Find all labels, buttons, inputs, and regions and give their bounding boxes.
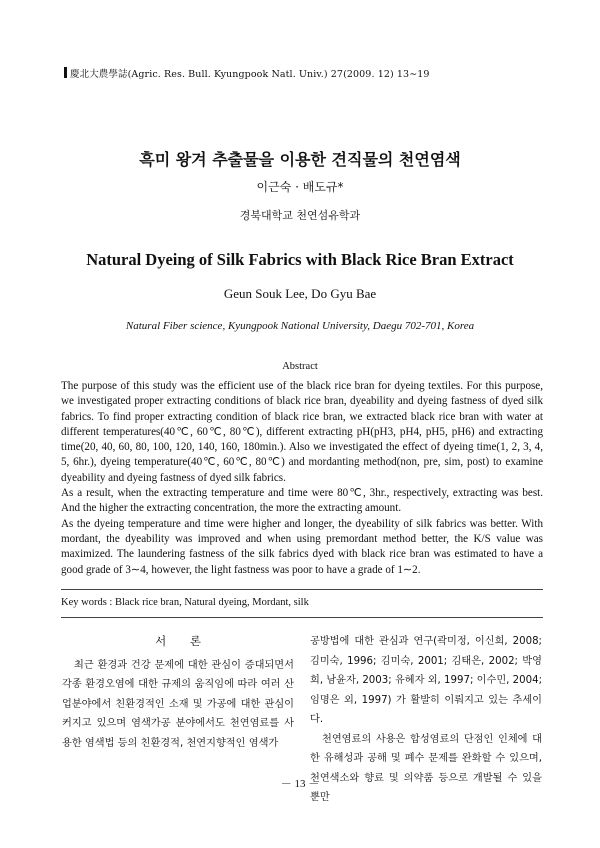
english-authors: Geun Souk Lee, Do Gyu Bae (223, 286, 377, 301)
abstract-heading: Abstract (282, 361, 318, 372)
header-bar (64, 67, 67, 78)
body-column-left (62, 632, 294, 753)
body-paragraph: 공방법에 대한 관심과 연구(곽미정, 이신희, 2008; 김미숙, 1996; 김미숙, 2001; 김태은, 2002; 박영희, 남윤자, 2003; 유혜자 외, 1997; 이수민, 2004; 임명은 외, 1997) 가 활발히 이뤄지고 있는 추세이다. (310, 636, 542, 725)
journal-header (64, 66, 430, 80)
keywords: Key words : Black rice bran, Natural dyeing, Mordant, silk (61, 597, 309, 608)
divider-top (61, 589, 543, 590)
korean-title: 흑미 왕겨 추출물을 이용한 견직물의 천연염색 (139, 150, 461, 169)
abstract-paragraph: The purpose of this study was the efficient use of the black rice bran for dyeing textiles. For this purpose, we investigated proper extracting conditions of black rice bran, dyeability and dyeing fastness of dyed silk fabrics. To find proper extracting condition of black rice bran, we extracted black rice bran with water at different temperatures(40℃, 60℃, 80℃), different extracting pH(pH3, pH4, pH5, pH6) and extracting time(20, 40, 60, 80, 100, 120, 140, 160, 180min.). Also we investigated the effect of dyeing time(1, 2, 3, 4, 5, 6hr.), dyeing temperature(40℃, 60℃, 80℃) and mordanting method(non, pre, sim, post) to examine dyeability and dyeing fastness of dyed silk fabrics. (61, 380, 543, 484)
korean-affiliation: 경북대학교 천연섬유학과 (239, 209, 361, 222)
body-paragraph: 최근 환경과 건강 문제에 대한 관심이 증대되면서 각종 환경오염에 대한 규제의 움직임에 따라 여러 산업분야에서 친환경적인 소재 및 가공에 대한 관심이 커지고 있으며 염색가공 분야에서도 천연염료를 사용한 염색법 등의 친환경적, 천연지향적인 염색가 (62, 659, 294, 749)
abstract-body (61, 379, 543, 578)
page-number: － 13 － (280, 778, 320, 790)
body-paragraph: 천연염료의 사용은 합성염료의 단점인 인체에 대한 유해성과 공해 및 폐수 문제를 완화할 수 있으며, 천연색소와 향료 및 의약품 등으로 개발될 수 있을 뿐만 (310, 733, 542, 803)
section-heading-introduction: 서 론 (155, 634, 211, 648)
abstract-paragraph: As the dyeing temperature and time were higher and longer, the dyeability of silk fabrics was better. With mordant, the dyeability was improved and when using premordant method better, the K/S value was maximized. The laundering fastness of the silk fabrics dyed with black rice bran was estimated to have a good grade of 3∼4, however, the light fastness was poor to have a grade of 1∼2. (61, 517, 543, 576)
english-affiliation: Natural Fiber science, Kyungpook National University, Daegu 702-701, Korea (125, 320, 475, 332)
english-title: Natural Dyeing of Silk Fabrics with Black Rice Bran Extract (86, 250, 514, 269)
abstract-paragraph: As a result, when the extracting temperature and time were 80℃, 3hr., respectively, extracting was best. And the higher the extracting concentration, the more the extracting amount. (61, 487, 543, 515)
korean-authors: 이근숙 · 배도규* (256, 180, 344, 194)
journal-citation: 慶北大農學誌(Agric. Res. Bull. Kyungpook Natl. Univ.) 27(2009. 12) 13∼19 (70, 69, 430, 80)
divider-bottom (61, 617, 543, 618)
